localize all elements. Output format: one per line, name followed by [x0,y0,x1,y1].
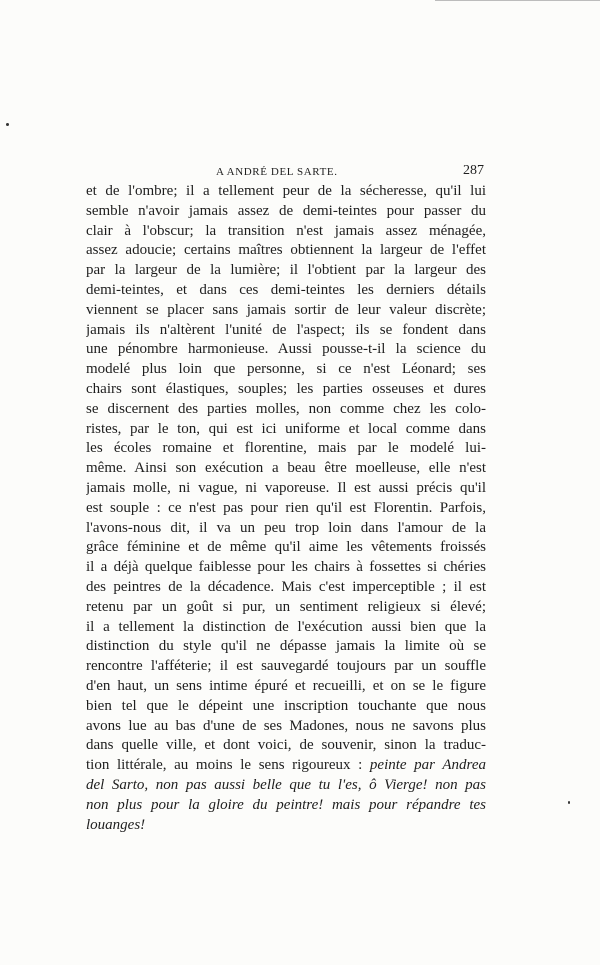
text-line: l'avons-nous dit, il va un peu trop loin dans l'amour de la [86,519,486,536]
text-line: des peintres de la décadence. Mais c'est imperceptible ; il est [86,578,486,595]
text-line: il a déjà quelque faiblesse pour les chairs à fossettes si chéries [86,559,486,576]
body-text [86,182,486,835]
text-line: chairs sont élastiques, souples; les parties osseuses et dures [86,380,486,397]
text-line: assez adoucie; certains maîtres obtiennent la largeur de l'effet [86,242,486,259]
page-number: 287 [463,163,484,178]
text-line: modelé plus loin que personne, si ce n'est Léonard; ses [86,361,486,378]
text-line: ristes, par le ton, qui est ici uniforme et local comme dans [86,420,486,437]
text-line: et de l'ombre; il a tellement peur de la sécheresse, qu'il lui [86,183,486,199]
text-line: dans quelle ville, et dont voici, de souvenir, sinon la traduc- [86,737,486,754]
text-line: se discernent des parties molles, non comme chez les colo- [86,400,486,417]
text-line: semble n'avoir jamais assez de demi-teintes pour passer du [86,202,486,219]
text-line: jamais molle, ni vague, ni vaporeuse. Il est aussi précis qu'il [86,479,486,496]
italic-quote-text: del Sarto, non pas aussi belle que tu l'es, ô Vierge! non pas [86,776,486,793]
text-line: demi-teintes, et dans ces demi-teintes les derniers détails [86,281,486,298]
italic-quote-line [86,776,486,796]
text-line: clair à l'obscur; la transition n'est jamais assez ménagée, [86,222,486,239]
text-line: par la largeur de la lumière; il l'obtient par la largeur des [86,262,486,279]
scan-speck [568,801,570,804]
text-line: même. Ainsi son exécution a beau être moelleuse, elle n'est [86,460,486,477]
text-run: tion littérale, au moins le sens rigoureux : [86,757,370,774]
italic-quote-text: non plus pour la gloire du peintre! mais pour répandre tes [86,796,486,813]
text-line: distinction du style qu'il ne dépasse jamais la limite où se [86,638,486,655]
scan-edge-line [435,0,600,1]
italic-quote-run: peinte par Andrea [369,757,486,774]
text-line: retenu par un goût si pur, un sentiment religieux si élevé; [86,598,486,615]
text-line: jamais ils n'altèrent l'unité de l'aspect; ils se fondent dans [86,321,486,338]
italic-quote-line [86,796,486,816]
text-line: avons lue au bas d'une de ses Madones, nous ne savons plus [86,717,486,734]
text-line: grâce féminine et de même qu'il aime les vêtements froissés [86,539,486,556]
text-line: bien tel que le dépeint une inscription touchante que nous [86,697,486,714]
running-title: A ANDRÉ DEL SARTE. [216,166,338,178]
italic-quote-text: louanges! [86,816,146,833]
text-line: viennent se placer sans jamais sortir de leur valeur discrète; [86,301,486,318]
text-line: il a tellement la distinction de l'exécution aussi bien que la [86,618,486,635]
text-line: une pénombre harmonieuse. Aussi pousse-t-il la science du [86,341,486,358]
scan-speck [6,123,9,126]
text-line: rencontre l'afféterie; il est sauvegardé toujours par un souffle [86,658,486,675]
italic-quote-line [86,816,486,836]
text-line: les écoles romaine et florentine, mais par le modelé lui- [86,440,486,457]
text-line: est souple : ce n'est pas pour rien qu'il est Florentin. Parfois, [86,499,486,516]
text-line [86,756,486,776]
text-line: d'en haut, un sens intime épuré et recueilli, et on se le figure [86,677,486,694]
